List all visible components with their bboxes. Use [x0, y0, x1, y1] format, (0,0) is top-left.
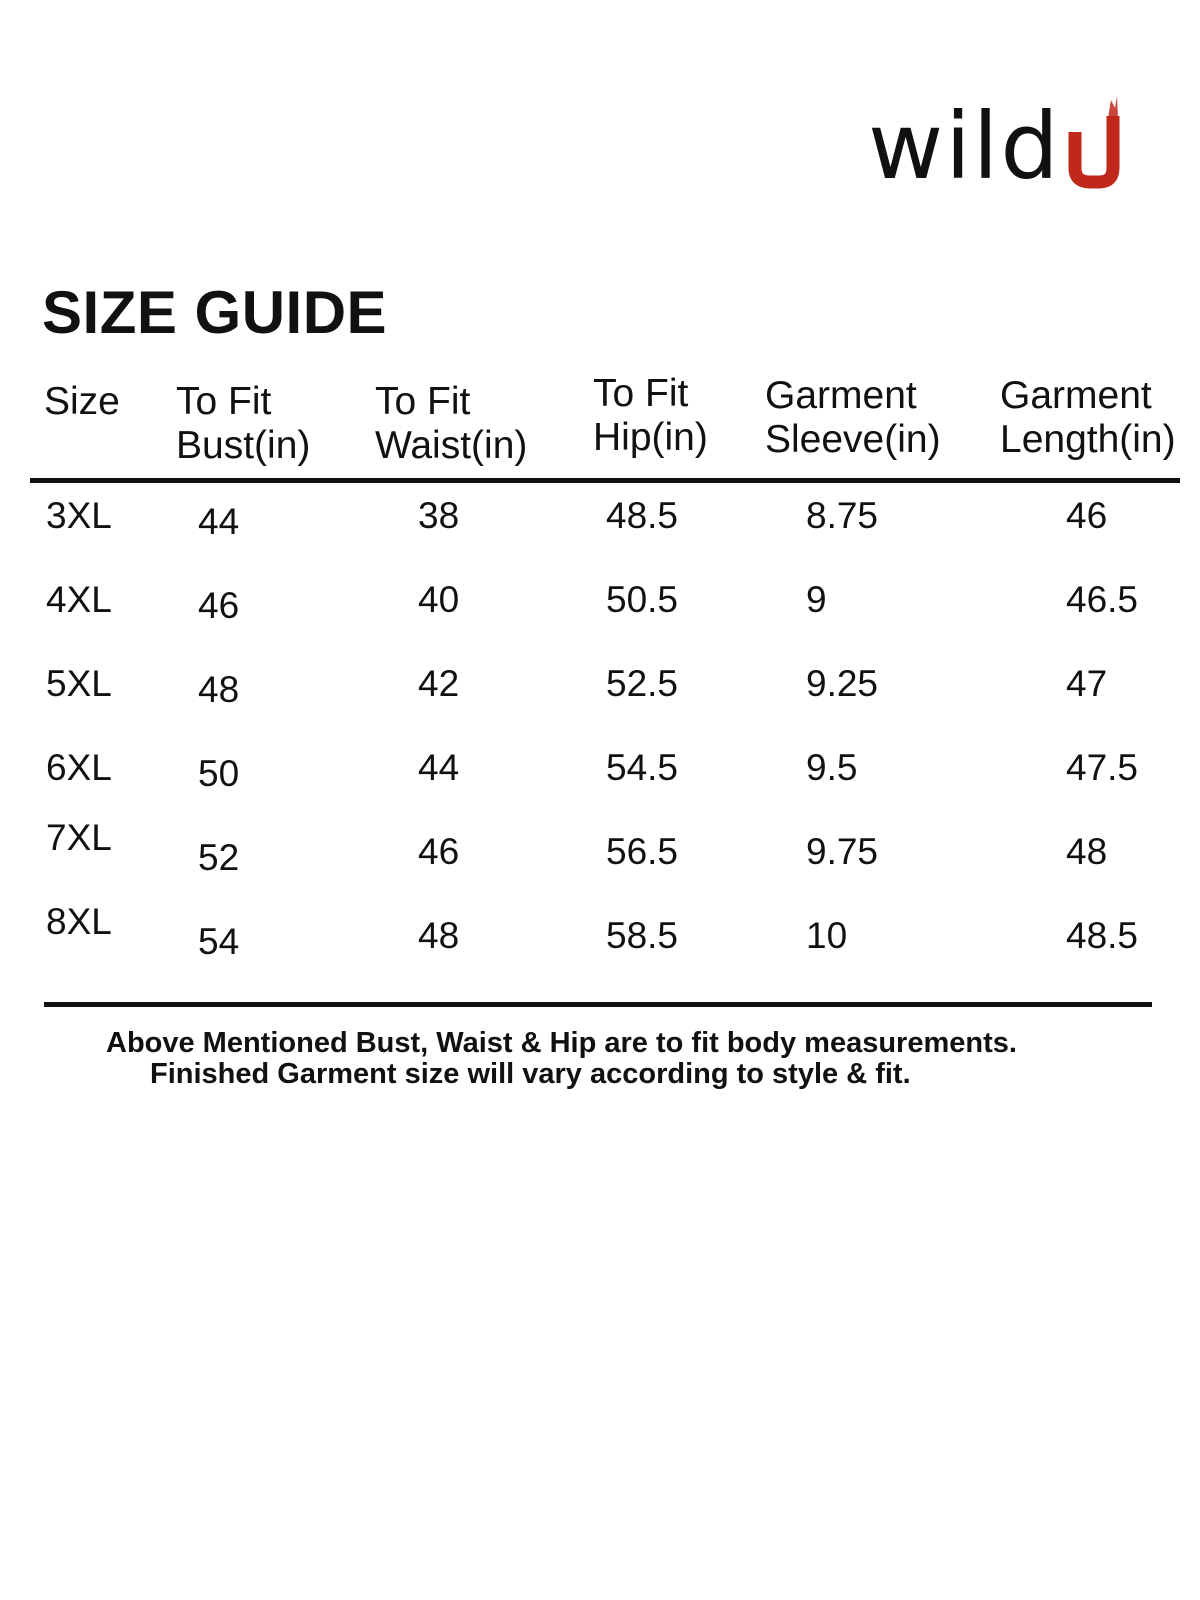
- note-line-2: Finished Garment size will vary according to style & fit.: [150, 1058, 911, 1090]
- measurement-note: [0, 1028, 1200, 1090]
- note-line-1: Above Mentioned Bust, Waist & Hip are to fit body measurements.: [106, 1027, 1017, 1059]
- cell-bust: 46: [198, 585, 240, 626]
- cell-sleeve: 9.5: [806, 747, 858, 788]
- cell-bust: 52: [198, 837, 240, 878]
- logo-wordmark: wild: [868, 93, 1061, 200]
- cell-size: 8XL: [46, 901, 112, 942]
- header-length: Garment Length(in): [1000, 374, 1176, 461]
- header-hip: To Fit Hip(in): [593, 372, 708, 459]
- cell-sleeve: 9: [806, 579, 827, 620]
- cell-sleeve: 9.25: [806, 663, 879, 704]
- cell-waist: 46: [418, 831, 460, 872]
- cell-bust: 50: [198, 753, 240, 794]
- cell-size: 3XL: [46, 495, 112, 536]
- cell-sleeve: 10: [806, 915, 848, 956]
- cell-sleeve: 8.75: [806, 495, 879, 536]
- cell-waist: 38: [418, 495, 460, 536]
- cell-size: 4XL: [46, 579, 112, 620]
- cell-bust: 54: [198, 921, 240, 962]
- cell-length: 46.5: [1066, 579, 1139, 620]
- cell-waist: 40: [418, 579, 460, 620]
- cell-length: 47.5: [1066, 747, 1139, 788]
- cell-length: 47: [1066, 663, 1108, 704]
- cell-length: 46: [1066, 495, 1108, 536]
- brand-logo: [868, 92, 1128, 202]
- cell-waist: 44: [418, 747, 460, 788]
- cell-hip: 48.5: [606, 495, 679, 536]
- cell-size: 7XL: [46, 817, 112, 858]
- header-bust: To Fit Bust(in): [176, 380, 311, 467]
- cell-hip: 56.5: [606, 831, 679, 872]
- cell-hip: 50.5: [606, 579, 679, 620]
- cell-waist: 48: [418, 915, 460, 956]
- header-sleeve: Garment Sleeve(in): [765, 374, 941, 461]
- logo-u-mark: [868, 92, 1128, 202]
- page-title: SIZE GUIDE: [42, 279, 388, 346]
- cell-bust: 44: [198, 501, 240, 542]
- cell-hip: 58.5: [606, 915, 679, 956]
- header-size: Size: [44, 380, 120, 423]
- cell-length: 48.5: [1066, 915, 1139, 956]
- cell-hip: 54.5: [606, 747, 679, 788]
- cell-size: 6XL: [46, 747, 112, 788]
- cell-size: 5XL: [46, 663, 112, 704]
- header-waist: To Fit Waist(in): [375, 380, 528, 467]
- cell-hip: 52.5: [606, 663, 679, 704]
- footer-divider: [44, 1002, 1152, 1007]
- cell-waist: 42: [418, 663, 460, 704]
- cell-bust: 48: [198, 669, 240, 710]
- cell-length: 48: [1066, 831, 1108, 872]
- cell-sleeve: 9.75: [806, 831, 879, 872]
- header-divider: [30, 478, 1180, 483]
